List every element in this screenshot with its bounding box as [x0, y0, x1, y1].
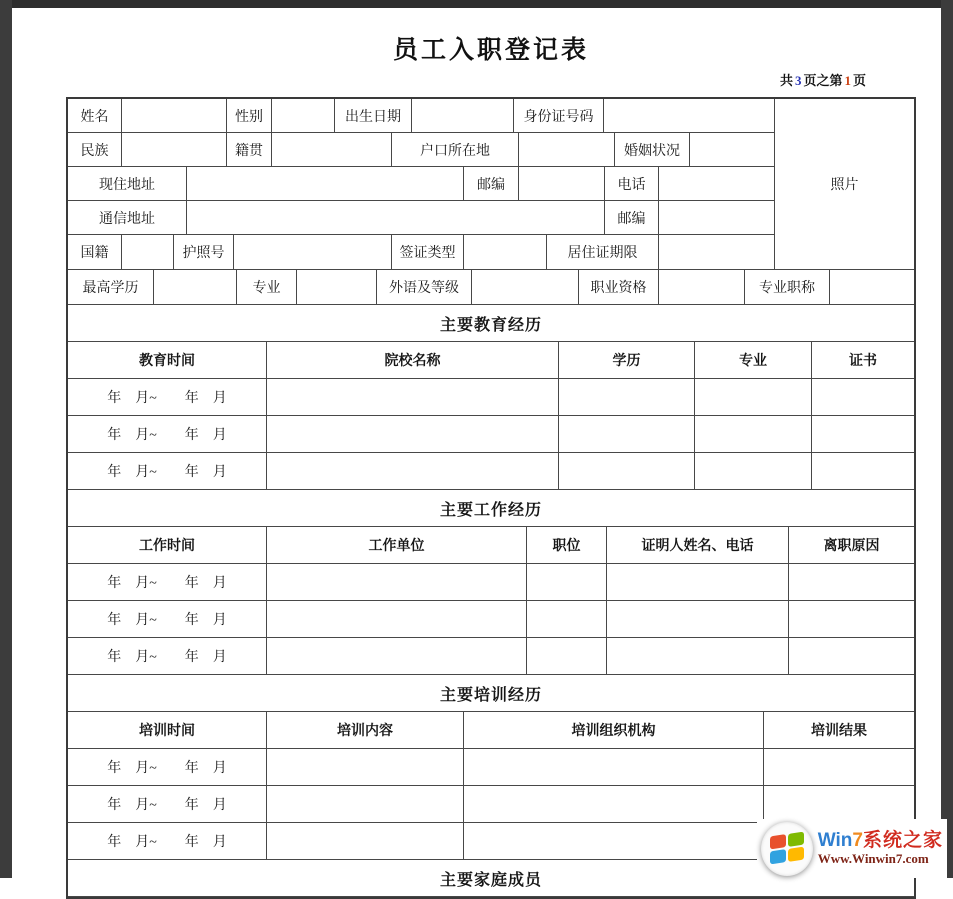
viewer-frame-left — [0, 0, 12, 878]
watermark-brand-7: 7 — [852, 830, 863, 852]
professional-title-label: 专业职称 — [745, 270, 830, 304]
training-time-header: 培训时间 — [68, 712, 267, 748]
edu-major-cell[interactable] — [695, 379, 812, 415]
postal-code-input-cell-1[interactable] — [519, 167, 605, 200]
form-row-education-summary — [68, 270, 914, 305]
work-time-header: 工作时间 — [68, 527, 267, 563]
page-current-number: 1 — [844, 73, 851, 88]
edu-school-cell[interactable] — [267, 379, 559, 415]
major-input-cell[interactable] — [297, 270, 377, 304]
page-title: 员工入职登记表 — [392, 37, 589, 64]
name-input-cell[interactable] — [122, 99, 227, 132]
training-content-cell[interactable] — [267, 749, 464, 785]
id-number-input-cell[interactable] — [604, 99, 774, 132]
education-header-row — [68, 342, 914, 379]
work-position-cell[interactable] — [527, 601, 607, 637]
page-indicator — [66, 70, 916, 89]
work-employer-header: 工作单位 — [267, 527, 527, 563]
work-employer-cell[interactable] — [267, 638, 527, 674]
education-section-title: 主要教育经历 — [439, 316, 542, 334]
windows-logo-badge — [761, 822, 813, 876]
education-row-3 — [68, 453, 914, 490]
page-indicator-suffix: 页 — [852, 73, 866, 88]
training-result-cell[interactable] — [764, 786, 914, 822]
phone-input-cell[interactable] — [659, 167, 774, 200]
work-reference-cell[interactable] — [607, 564, 789, 600]
household-location-label: 户口所在地 — [392, 133, 519, 166]
training-organization-cell[interactable] — [464, 749, 764, 785]
passport-no-label: 护照号 — [174, 235, 234, 269]
ethnicity-label: 民族 — [68, 133, 122, 166]
birth-date-label: 出生日期 — [335, 99, 412, 132]
watermark-brand — [818, 831, 943, 852]
work-period-cell[interactable]: 年 月~ 年 月 — [68, 564, 267, 600]
work-leaving-reason-cell[interactable] — [789, 601, 914, 637]
watermark-text — [818, 831, 943, 866]
work-reference-cell[interactable] — [607, 638, 789, 674]
phone-label: 电话 — [605, 167, 659, 200]
training-content-cell[interactable] — [267, 786, 464, 822]
work-row-1 — [68, 564, 914, 601]
training-organization-header: 培训组织机构 — [464, 712, 764, 748]
work-employer-cell[interactable] — [267, 601, 527, 637]
native-place-input-cell[interactable] — [272, 133, 392, 166]
flag-pane-yellow — [788, 847, 804, 862]
edu-period-cell[interactable]: 年 月~ 年 月 — [68, 453, 267, 489]
work-position-header: 职位 — [527, 527, 607, 563]
work-section-title: 主要工作经历 — [439, 501, 542, 519]
major-label: 专业 — [237, 270, 297, 304]
training-row-1 — [68, 749, 914, 786]
work-position-cell[interactable] — [527, 638, 607, 674]
flag-pane-red — [770, 834, 786, 849]
nationality-input-cell[interactable] — [122, 235, 174, 269]
onboarding-form-table — [66, 97, 916, 899]
current-address-input-cell[interactable] — [187, 167, 464, 200]
personal-info-block — [68, 99, 914, 270]
edu-certificate-cell[interactable] — [812, 379, 914, 415]
gender-label: 性别 — [227, 99, 272, 132]
work-row-3 — [68, 638, 914, 675]
viewer-frame-top — [0, 0, 953, 8]
highest-education-input-cell[interactable] — [154, 270, 237, 304]
work-period-cell[interactable]: 年 月~ 年 月 — [68, 601, 267, 637]
form-row-current-address — [68, 167, 774, 201]
residence-permit-term-input-cell[interactable] — [659, 235, 774, 269]
foreign-language-level-input-cell[interactable] — [472, 270, 579, 304]
edu-school-cell[interactable] — [267, 453, 559, 489]
edu-degree-cell[interactable] — [559, 416, 695, 452]
mailing-address-label: 通信地址 — [68, 201, 187, 234]
form-row-nationality — [68, 235, 774, 269]
edu-major-cell[interactable] — [695, 453, 812, 489]
winwin7-watermark — [757, 819, 947, 878]
foreign-language-level-label: 外语及等级 — [377, 270, 472, 304]
current-address-label: 现住地址 — [68, 167, 187, 200]
work-reference-header: 证明人姓名、电话 — [607, 527, 789, 563]
birth-date-input-cell[interactable] — [412, 99, 514, 132]
work-leaving-reason-cell[interactable] — [789, 638, 914, 674]
edu-period-cell[interactable]: 年 月~ 年 月 — [68, 379, 267, 415]
work-period-cell[interactable]: 年 月~ 年 月 — [68, 638, 267, 674]
training-header-row — [68, 712, 914, 749]
household-location-input-cell[interactable] — [519, 133, 615, 166]
professional-qualification-input-cell[interactable] — [659, 270, 745, 304]
training-section-title-row — [68, 675, 914, 712]
page-indicator-prefix: 共 — [779, 73, 793, 88]
training-section-title: 主要培训经历 — [439, 686, 542, 704]
residence-permit-term-label: 居住证期限 — [547, 235, 659, 269]
name-label: 姓名 — [68, 99, 122, 132]
visa-type-input-cell[interactable] — [464, 235, 547, 269]
training-period-cell[interactable]: 年 月~ 年 月 — [68, 823, 267, 859]
visa-type-label: 签证类型 — [392, 235, 464, 269]
training-content-header: 培训内容 — [267, 712, 464, 748]
education-row-1 — [68, 379, 914, 416]
work-reference-cell[interactable] — [607, 601, 789, 637]
education-row-2 — [68, 416, 914, 453]
training-result-cell[interactable] — [764, 749, 914, 785]
postal-code-label-1: 邮编 — [464, 167, 519, 200]
education-certificate-header: 证书 — [849, 354, 877, 369]
highest-education-label: 最高学历 — [68, 270, 154, 304]
education-school-header: 院校名称 — [267, 342, 559, 378]
watermark-brand-cn: 系统之家 — [862, 830, 943, 852]
edu-major-cell[interactable] — [695, 416, 812, 452]
flag-pane-green — [788, 832, 804, 847]
watermark-url: Www.Winwin7.com — [817, 851, 929, 867]
family-section-title: 主要家庭成员 — [439, 871, 542, 889]
work-employer-cell[interactable] — [267, 564, 527, 600]
marital-status-label: 婚姻状况 — [615, 133, 690, 166]
training-period-cell[interactable]: 年 月~ 年 月 — [68, 786, 267, 822]
training-content-cell[interactable] — [267, 823, 464, 859]
document-page — [12, 8, 941, 889]
professional-qualification-label: 职业资格 — [579, 270, 659, 304]
training-period-cell[interactable]: 年 月~ 年 月 — [68, 749, 267, 785]
edu-period-cell[interactable]: 年 月~ 年 月 — [68, 416, 267, 452]
education-major-header: 专业 — [695, 342, 812, 378]
postal-code-input-cell-2[interactable] — [659, 201, 774, 234]
ethnicity-input-cell[interactable] — [122, 133, 227, 166]
passport-no-input-cell[interactable] — [234, 235, 392, 269]
edu-certificate-cell[interactable] — [812, 453, 914, 489]
flag-pane-blue — [770, 849, 786, 864]
marital-status-input-cell[interactable] — [690, 133, 774, 166]
work-position-cell[interactable] — [527, 564, 607, 600]
gender-input-cell[interactable] — [272, 99, 335, 132]
postal-code-label-2: 邮编 — [605, 201, 659, 234]
page-indicator-mid: 页之第 — [803, 73, 843, 88]
work-leaving-reason-cell[interactable] — [789, 564, 914, 600]
form-row-mailing-address — [68, 201, 774, 235]
page-total-number: 3 — [794, 73, 802, 88]
training-row-2 — [68, 786, 914, 823]
education-degree-header: 学历 — [559, 342, 695, 378]
photo-placeholder-cell[interactable]: 照片 — [774, 99, 914, 269]
nationality-label: 国籍 — [68, 235, 122, 269]
edu-degree-cell[interactable] — [559, 453, 695, 489]
personal-info-rows — [68, 99, 774, 269]
watermark-brand-win: Win — [817, 830, 853, 852]
work-section-title-row — [68, 490, 914, 527]
windows-flag-icon — [770, 832, 804, 867]
professional-title-input-cell[interactable] — [830, 270, 914, 304]
training-organization-cell[interactable] — [464, 786, 764, 822]
form-row-name — [68, 99, 774, 133]
education-time-header: 教育时间 — [68, 342, 267, 378]
education-section-title-row — [68, 305, 914, 342]
edu-school-cell[interactable] — [267, 416, 559, 452]
work-header-row — [68, 527, 914, 564]
edu-degree-cell[interactable] — [559, 379, 695, 415]
native-place-label: 籍贯 — [227, 133, 272, 166]
id-number-label: 身份证号码 — [514, 99, 604, 132]
work-row-2 — [68, 601, 914, 638]
training-result-header: 培训结果 — [811, 724, 867, 739]
form-row-ethnicity — [68, 133, 774, 167]
edu-certificate-cell[interactable] — [812, 416, 914, 452]
work-leaving-reason-header: 离职原因 — [823, 539, 880, 554]
training-organization-cell[interactable] — [464, 823, 764, 859]
viewer-frame-right — [941, 0, 953, 878]
mailing-address-input-cell[interactable] — [187, 201, 605, 234]
